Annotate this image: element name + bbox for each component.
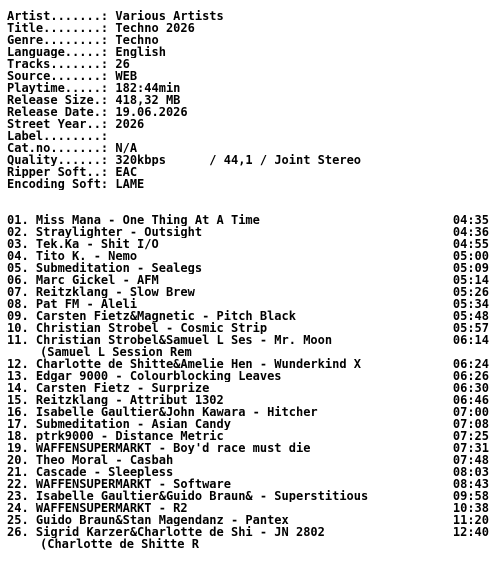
track-row: [7, 466, 489, 478]
track-row: [7, 490, 489, 502]
track-duration: 06:24: [452, 357, 489, 371]
track-title: 24. WAFFENSUPERMARKT - R2: [7, 502, 188, 514]
track-title: 19. WAFFENSUPERMARKT - Boy'd race must die: [7, 442, 311, 454]
track-duration: 10:38: [452, 501, 489, 515]
track-duration: 06:14: [452, 333, 489, 347]
track-duration: 12:40: [452, 525, 489, 539]
info-label: Label........:: [7, 130, 116, 142]
track-duration: 05:14: [452, 273, 489, 287]
track-duration: 04:55: [452, 237, 489, 251]
info-label: Release Size.:: [7, 94, 116, 106]
track-title: 01. Miss Mana - One Thing At A Time: [7, 214, 260, 226]
track-row: [7, 250, 489, 262]
track-duration: 06:46: [452, 393, 489, 407]
info-label: Playtime.....:: [7, 82, 116, 94]
track-duration: 05:00: [452, 249, 489, 263]
info-line: [7, 70, 489, 82]
info-line: [7, 10, 489, 22]
track-title: 08. Pat FM - Aleli: [7, 298, 138, 310]
track-title: 22. WAFFENSUPERMARKT - Software: [7, 478, 231, 490]
track-title: 17. Submeditation - Asian Candy: [7, 418, 231, 430]
info-line: [7, 46, 489, 58]
track-title: 15. Reitzklang - Attribut 1302: [7, 394, 224, 406]
track-row: [7, 310, 489, 322]
track-title: 21. Cascade - Sleepless: [7, 466, 174, 478]
track-title: 10. Christian Strobel - Cosmic Strip: [7, 322, 268, 334]
info-label: Title........:: [7, 22, 116, 34]
track-duration: 08:43: [452, 477, 489, 491]
track-duration: 05:48: [452, 309, 489, 323]
track-row: [7, 298, 489, 310]
track-duration: 07:25: [452, 429, 489, 443]
info-label: Quality......:: [7, 154, 116, 166]
track-title: 11. Christian Strobel&Samuel L Ses - Mr. Moon: [7, 334, 333, 346]
track-duration: 11:20: [452, 513, 489, 527]
info-value: LAME: [115, 178, 145, 190]
track-title: 03. Tek.Ka - Shit I/O: [7, 238, 159, 250]
info-value: WEB: [115, 70, 138, 82]
info-value: Techno 2026: [115, 22, 195, 34]
track-row: [7, 502, 489, 514]
track-row: [7, 478, 489, 490]
track-duration: 07:08: [452, 417, 489, 431]
info-value: Techno: [115, 34, 159, 46]
info-value: 19.06.2026: [115, 106, 188, 118]
info-label: Source.......:: [7, 70, 116, 82]
info-line: [7, 118, 489, 130]
track-title: 05. Submeditation - Sealegs: [7, 262, 203, 274]
track-title-continuation: (Samuel L Session Rem: [40, 346, 192, 358]
track-duration: 04:35: [452, 213, 489, 227]
track-title: 02. Straylighter - Outsight: [7, 226, 203, 238]
track-row: [7, 418, 489, 430]
track-duration: 07:48: [452, 453, 489, 467]
track-row: [7, 406, 489, 418]
info-line: [7, 166, 489, 178]
info-line: [7, 82, 489, 94]
track-row: [7, 214, 489, 226]
track-duration: 06:26: [452, 369, 489, 383]
track-duration: 08:03: [452, 465, 489, 479]
track-title-continuation: (Charlotte de Shitte R: [40, 538, 199, 550]
info-label: Tracks.......:: [7, 58, 116, 70]
info-line: [7, 154, 489, 166]
track-row: [7, 262, 489, 274]
track-duration: 09:58: [452, 489, 489, 503]
track-duration: 07:31: [452, 441, 489, 455]
section-gap: [7, 190, 489, 214]
track-duration: 05:34: [452, 297, 489, 311]
info-label: Artist.......:: [7, 10, 116, 22]
info-value: 26: [115, 58, 130, 70]
info-value: English: [115, 46, 166, 58]
track-row: [7, 454, 489, 466]
track-row: [7, 370, 489, 382]
track-title: 16. Isabelle Gaultier&John Kawara - Hitcher: [7, 406, 318, 418]
track-duration: 05:09: [452, 261, 489, 275]
track-row: [7, 430, 489, 442]
info-line: [7, 58, 489, 70]
track-title: 04. Tito K. - Nemo: [7, 250, 138, 262]
info-label: Encoding Soft:: [7, 178, 116, 190]
info-value: 418,32 MB: [115, 94, 181, 106]
track-title: 26. Sigrid Karzer&Charlotte de Shi - JN 2802: [7, 526, 325, 538]
track-title: 18. ptrk9000 - Distance Metric: [7, 430, 224, 442]
track-duration: 05:57: [452, 321, 489, 335]
info-line: [7, 22, 489, 34]
info-line: [7, 94, 489, 106]
track-title: 20. Theo Moral - Casbah: [7, 454, 174, 466]
track-row: [7, 526, 489, 538]
track-row: [7, 382, 489, 394]
info-label: Ripper Soft..:: [7, 166, 116, 178]
tracklist: [7, 214, 489, 550]
info-value: 320kbps / 44,1 / Joint Stereo: [115, 154, 362, 166]
info-value: EAC: [115, 166, 138, 178]
info-label: Release Date.:: [7, 106, 116, 118]
info-line: [7, 34, 489, 46]
track-row: [7, 286, 489, 298]
track-title: 14. Carsten Fietz - Surprize: [7, 382, 210, 394]
info-line: [7, 142, 489, 154]
info-value: N/A: [115, 142, 138, 154]
track-row: [7, 334, 489, 346]
info-value: 182:44min: [115, 82, 181, 94]
track-duration: 07:00: [452, 405, 489, 419]
track-duration: 04:36: [452, 225, 489, 239]
info-line: [7, 178, 489, 190]
track-title: 13. Edgar 9000 - Colourblocking Leaves: [7, 370, 282, 382]
track-title: 09. Carsten Fietz&Magnetic - Pitch Black: [7, 310, 296, 322]
release-info: [7, 10, 489, 190]
nfo-document: [7, 10, 489, 550]
track-row: [7, 394, 489, 406]
track-row: [7, 322, 489, 334]
info-label: Street Year..:: [7, 118, 116, 130]
track-title: 07. Reitzklang - Slow Brew: [7, 286, 195, 298]
info-value: 2026: [115, 118, 145, 130]
info-line: [7, 106, 489, 118]
info-label: Cat.no.......:: [7, 142, 116, 154]
track-duration: 06:30: [452, 381, 489, 395]
track-title: 23. Isabelle Gaultier&Guido Braun& - Superstitious: [7, 490, 369, 502]
track-row: [7, 226, 489, 238]
track-duration: 05:26: [452, 285, 489, 299]
track-row: [7, 514, 489, 526]
track-row: [7, 358, 489, 370]
track-row: [7, 238, 489, 250]
track-row: [7, 442, 489, 454]
info-value: Various Artists: [115, 10, 224, 22]
track-title: 25. Guido Braun&Stan Magendanz - Pantex: [7, 514, 289, 526]
track-title: 06. Marc Gickel - AFM: [7, 274, 159, 286]
info-label: Genre........:: [7, 34, 116, 46]
info-line: [7, 130, 489, 142]
track-title: 12. Charlotte de Shitte&Amelie Hen - Wunderkind X: [7, 358, 362, 370]
track-row: [7, 274, 489, 286]
info-label: Language.....:: [7, 46, 116, 58]
